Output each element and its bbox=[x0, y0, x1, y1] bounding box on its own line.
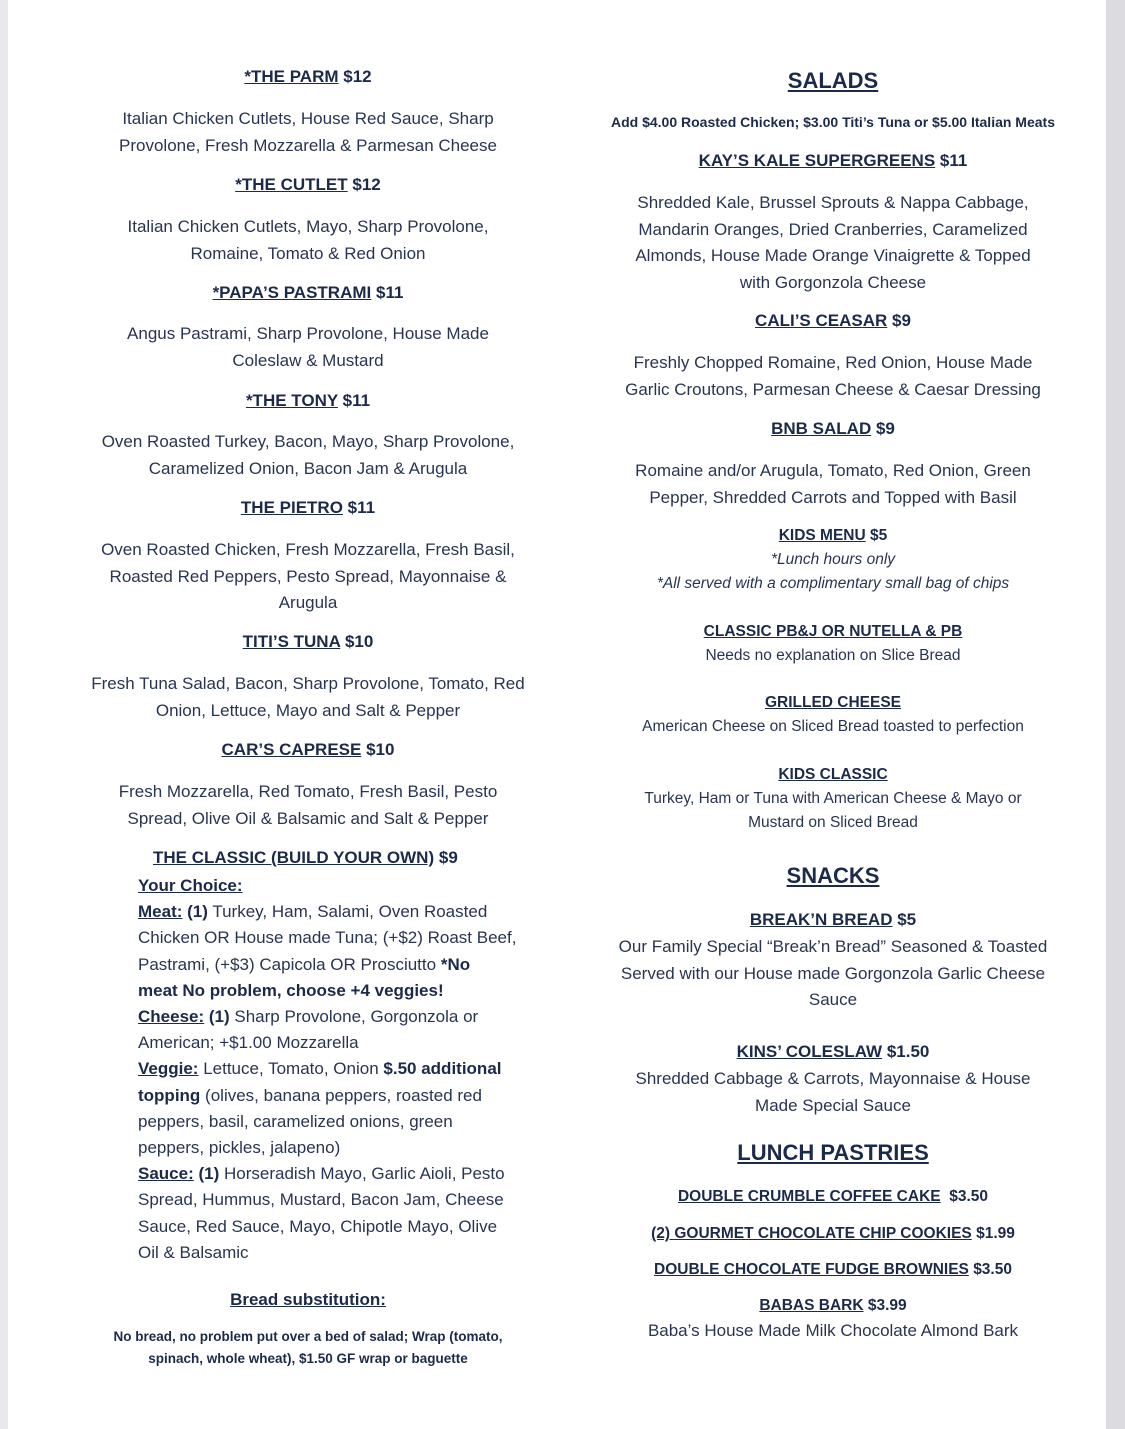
item-desc-tony: Oven Roasted Turkey, Bacon, Mayo, Sharp Provolone, Caramelized Onion, Bacon Jam & Arugula bbox=[101, 432, 515, 478]
item-title-coffee-cake: DOUBLE CRUMBLE COFFEE CAKE $3.50 bbox=[677, 1188, 989, 1205]
menu-page bbox=[8, 0, 1106, 1429]
item-desc-tuna: Fresh Tuna Salad, Bacon, Sharp Provolone, Tomato, Red Onion, Lettuce, Mayo and Salt & Pepper bbox=[91, 674, 525, 720]
item-title-kids-classic: KIDS CLASSIC bbox=[778, 766, 888, 783]
item-title-grilled-cheese: GRILLED CHEESE bbox=[764, 694, 902, 711]
item-desc-cutlet: Italian Chicken Cutlets, Mayo, Sharp Provolone, Romaine, Tomato & Red Onion bbox=[127, 217, 489, 263]
item-title-classic: THE CLASSIC (BUILD YOUR OWN) $9 bbox=[153, 848, 458, 867]
item-desc-bnb: Romaine and/or Arugula, Tomato, Red Onion, Green Pepper, Shredded Carrots and Topped with Basil bbox=[635, 461, 1031, 507]
item-title-pietro: THE PIETRO $11 bbox=[240, 498, 376, 517]
classic-options: Your Choice: Meat: (1) Turkey, Ham, Salami, Oven Roasted Chicken OR House made Tuna; (+$2) Roast Beef, Pastrami, (+$3) Capicola OR Prosciutto *No meat No problem, choose +4 veggies! Cheese: (1) Sharp Provolone, Gorgonzola or American; +$1.00 Mozzarella Veggie: Lettuce, Tomato, Onion $.50 additional topping (olives, banana peppers, roasted red peppers, basil, caramelized onions, green peppers, pickles, jalapeno) Sauce: (1) Horseradish Mayo, Garlic Aioli, Pesto Spread, Hummus, Mustard, Bacon Jam, Cheese Sauce, Red Sauce, Mayo, Chipotle Mayo, Olive Oil & Balsamic bbox=[138, 876, 517, 1262]
item-desc-pastrami: Angus Pastrami, Sharp Provolone, House Made Coleslaw & Mustard bbox=[127, 324, 489, 370]
bread-substitution-title: Bread substitution: bbox=[230, 1290, 386, 1309]
item-title-tuna: TITI’S TUNA $10 bbox=[242, 632, 374, 651]
item-title-babas-bark: BABAS BARK $3.99 bbox=[759, 1297, 907, 1314]
kids-note-chips: *All served with a complimentary small bag of chips bbox=[656, 575, 1010, 592]
item-title-caprese: CAR’S CAPRESE $10 bbox=[221, 740, 395, 759]
item-desc-pbj: Needs no explanation on Slice Bread bbox=[705, 647, 961, 664]
item-title-cookies: (2) GOURMET CHOCOLATE CHIP COOKIES $1.99 bbox=[651, 1225, 1015, 1242]
item-title-tony: *THE TONY $11 bbox=[245, 391, 371, 410]
item-title-pastrami: *PAPA’S PASTRAMI $11 bbox=[212, 283, 404, 302]
item-desc-caprese: Fresh Mozzarella, Red Tomato, Fresh Basil, Pesto Spread, Olive Oil & Balsamic and Salt & Pepper bbox=[118, 782, 498, 828]
bread-substitution-note: No bread, no problem put over a bed of salad; Wrap (tomato, spinach, whole wheat), $1.50 GF wrap or baguette bbox=[113, 1329, 503, 1366]
item-title-pbj: CLASSIC PB&J OR NUTELLA & PB bbox=[703, 623, 963, 640]
item-title-cutlet: *THE CUTLET $12 bbox=[235, 175, 381, 194]
item-desc-coleslaw: Shredded Cabbage & Carrots, Mayonnaise & House Made Special Sauce bbox=[635, 1069, 1031, 1115]
item-title-parm: *THE PARM $12 bbox=[244, 67, 372, 86]
item-title-bnb: BNB SALAD $9 bbox=[771, 419, 895, 438]
item-title-coleslaw: KINS’ COLESLAW $1.50 bbox=[736, 1042, 930, 1061]
section-head-lunch-pastries: LUNCH PASTRIES bbox=[737, 1140, 929, 1165]
kids-note-lunch: *Lunch hours only bbox=[770, 551, 896, 568]
section-head-salads: SALADS bbox=[787, 68, 879, 93]
item-desc-grilled-cheese: American Cheese on Sliced Bread toasted to perfection bbox=[642, 718, 1024, 735]
item-desc-ceasar: Freshly Chopped Romaine, Red Onion, House Made Garlic Croutons, Parmesan Cheese & Caesar Dressing bbox=[625, 353, 1041, 399]
item-desc-kale: Shredded Kale, Brussel Sprouts & Nappa Cabbage, Mandarin Oranges, Dried Cranberries, Caramelized Almonds, House Made Orange Vinaigrette & Topped with Gorgonzola Cheese bbox=[635, 193, 1031, 292]
item-title-ceasar: CALI’S CEASAR $9 bbox=[755, 311, 911, 330]
item-desc-pietro: Oven Roasted Chicken, Fresh Mozzarella, Fresh Basil, Roasted Red Peppers, Pesto Spread, Mayonnaise & Arugula bbox=[101, 540, 515, 612]
item-title-kids-menu: KIDS MENU $5 bbox=[778, 527, 888, 544]
item-desc-parm: Italian Chicken Cutlets, House Red Sauce, Sharp Provolone, Fresh Mozzarella & Parmesan Cheese bbox=[119, 109, 497, 155]
item-title-brownies: DOUBLE CHOCOLATE FUDGE BROWNIES $3.50 bbox=[654, 1261, 1012, 1278]
item-desc-kids-classic: Turkey, Ham or Tuna with American Cheese & Mayo or Mustard on Sliced Bread bbox=[644, 790, 1022, 831]
item-desc-babas-bark: Baba’s House Made Milk Chocolate Almond Bark bbox=[647, 1321, 1019, 1340]
item-title-kale: KAY’S KALE SUPERGREENS $11 bbox=[698, 151, 968, 170]
page-edge-shadow bbox=[1106, 0, 1125, 1429]
salads-add-note: Add $4.00 Roasted Chicken; $3.00 Titi’s Tuna or $5.00 Italian Meats bbox=[610, 114, 1055, 130]
section-head-snacks: SNACKS bbox=[786, 863, 880, 888]
item-title-breakn-bread: BREAK’N BREAD $5 bbox=[749, 910, 917, 929]
item-desc-breakn-bread: Our Family Special “Break’n Bread” Seasoned & Toasted Served with our House made Gorgonzola Garlic Cheese Sauce bbox=[618, 937, 1048, 1009]
